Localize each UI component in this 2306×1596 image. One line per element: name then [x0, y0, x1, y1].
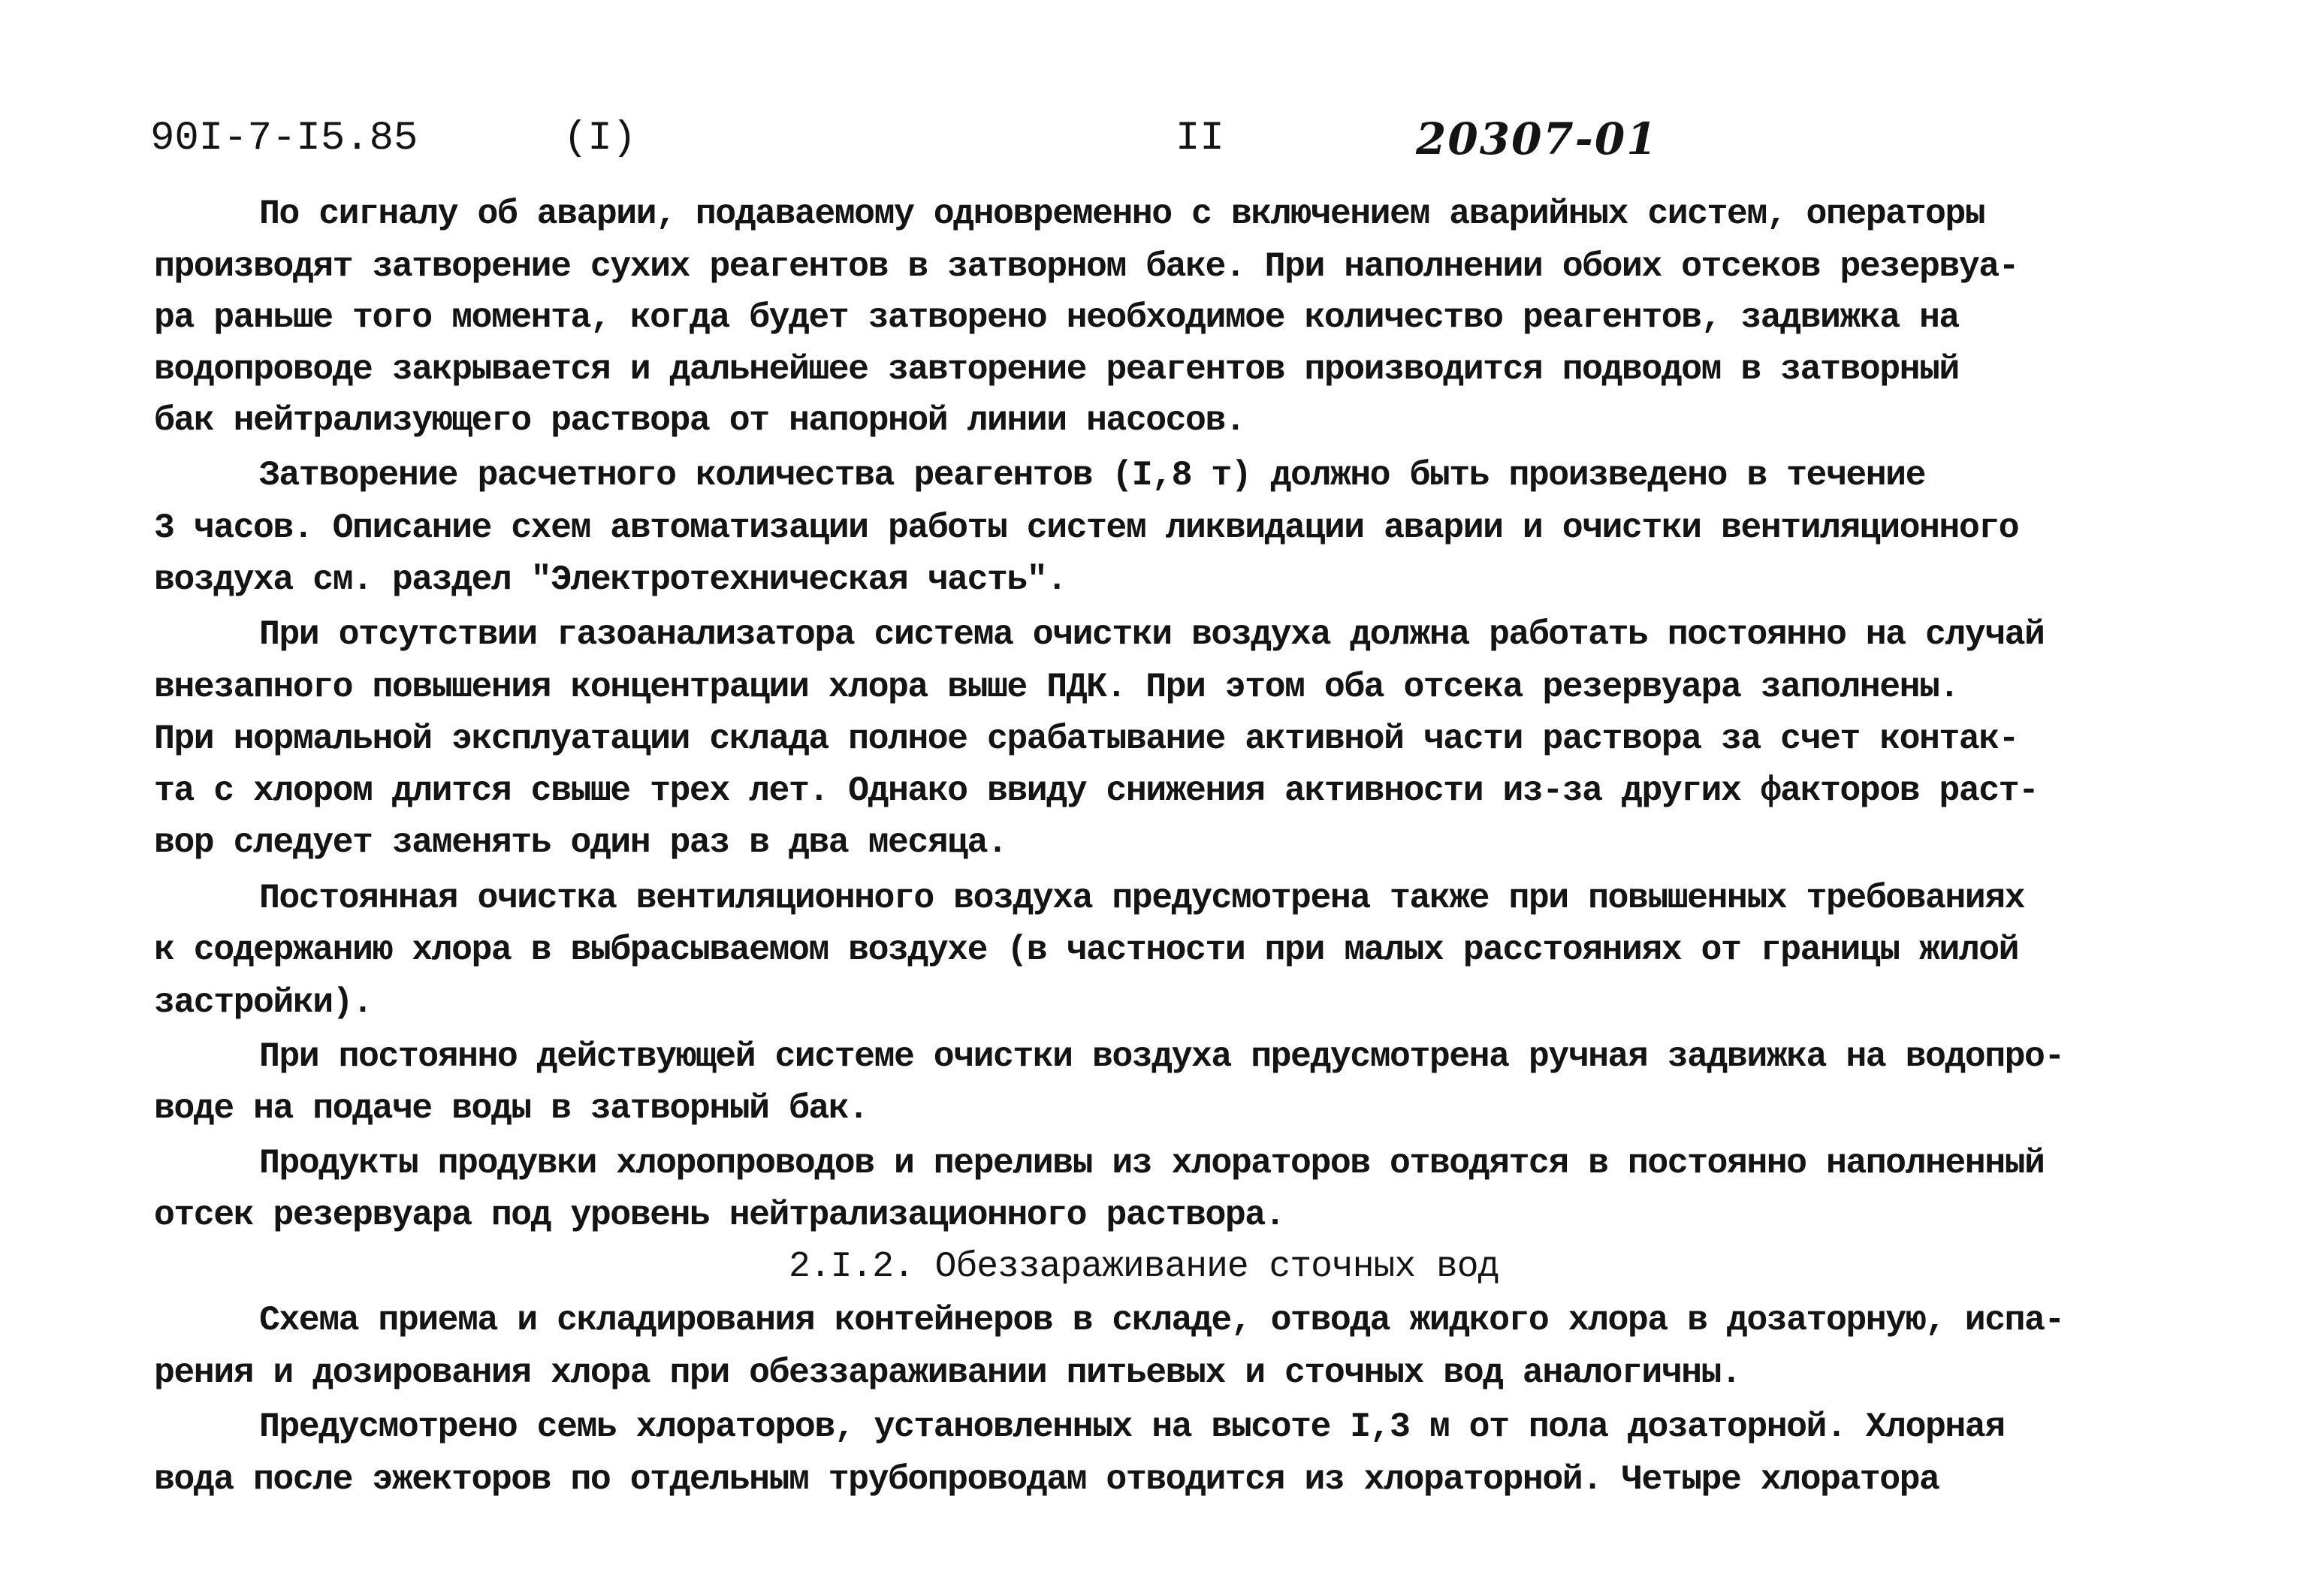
body-line: При отсутствии газоанализатора система очистки воздуха должна работать постоянно на случай — [259, 614, 2045, 654]
page-number: II — [1176, 116, 1224, 161]
document-part: (I) — [563, 116, 637, 161]
body-line: Продукты продувки хлоропроводов и переливы из хлораторов отводятся в постоянно наполненный — [259, 1143, 2045, 1183]
body-line: Затворение расчетного количества реагентов (I,8 т) должно быть произведено в течение — [259, 455, 1925, 495]
body-line: воздуха см. раздел "Электротехническая часть". — [154, 560, 1067, 599]
body-line: вор следует заменять один раз в два месяца. — [154, 822, 1007, 862]
body-line: производят затворение сухих реагентов в затворном баке. При наполнении обоих отсеков резервуа- — [154, 246, 2019, 286]
body-line: отсек резервуара под уровень нейтрализационного раствора. — [154, 1195, 1285, 1235]
body-line: При нормальной эксплуатации склада полное срабатывание активной части раствора за счет контак- — [154, 719, 2019, 759]
body-line: внезапного повышения концентрации хлора выше ПДК. При этом оба отсека резервуара заполнены. — [154, 667, 1959, 707]
body-line: Постоянная очистка вентиляционного воздуха предусмотрена также при повышенных требованиях — [259, 878, 2025, 918]
body-line: рения и дозирования хлора при обеззараживании питьевых и сточных вод аналогичны. — [154, 1353, 1741, 1392]
body-line: воде на подаче воды в затворный бак. — [154, 1088, 868, 1128]
body-line: ра раньше того момента, когда будет затворено необходимое количество реагентов, задвижка на — [154, 297, 1959, 337]
body-line: По сигналу об аварии, подаваемому одновременно с включением аварийных систем, операторы — [259, 194, 1985, 234]
body-line: Предусмотрено семь хлораторов, установленных на высоте I,3 м от пола дозаторной. Хлорная — [259, 1407, 2005, 1447]
document-code: 90I-7-I5.85 — [150, 116, 418, 161]
body-line: та с хлором длится свыше трех лет. Однако ввиду снижения активности из-за других факторов раст- — [154, 771, 2039, 810]
section-heading: 2.I.2. Обеззараживание сточных вод — [789, 1247, 1499, 1287]
body-line: Схема приема и складирования контейнеров в складе, отвода жидкого хлора в дозаторную, испа- — [259, 1300, 2064, 1340]
body-line: к содержанию хлора в выбрасываемом воздухе (в частности при малых расстояниях от границы жилой — [154, 930, 2019, 970]
handwritten-note: 20307-01 — [1416, 113, 1659, 164]
body-line: бак нейтрализующего раствора от напорной линии насосов. — [154, 400, 1245, 440]
body-line: застройки). — [154, 982, 373, 1022]
body-line: водопроводе закрывается и дальнейшее завторение реагентов производится подводом в затворный — [154, 349, 1959, 389]
body-line: При постоянно действующей системе очистки воздуха предусмотрена ручная задвижка на водопро- — [259, 1036, 2064, 1076]
body-line: 3 часов. Описание схем автоматизации работы систем ликвидации аварии и очистки вентиляционного — [154, 508, 2019, 548]
body-line: вода после эжекторов по отдельным трубопроводам отводится из хлораторной. Четыре хлоратора — [154, 1459, 1939, 1499]
